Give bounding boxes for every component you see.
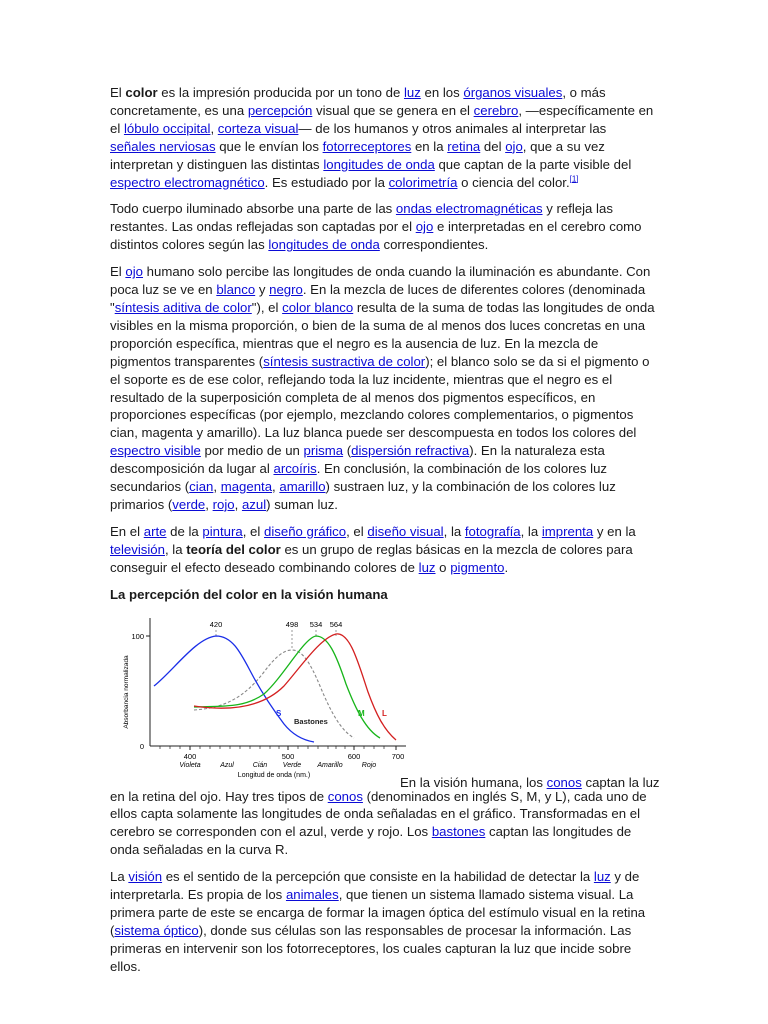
- article-body: [110, 84, 660, 985]
- link-conos[interactable]: conos: [546, 774, 582, 790]
- link-azul[interactable]: azul: [241, 496, 267, 512]
- peak-label-498: 498: [285, 619, 299, 629]
- peak-label-420: 420: [209, 619, 223, 629]
- link-imprenta[interactable]: imprenta: [541, 523, 594, 539]
- link-señales-nerviosas[interactable]: señales nerviosas: [110, 138, 216, 154]
- link-colorimetría[interactable]: colorimetría: [388, 174, 458, 190]
- peak-label-534: 534: [309, 619, 323, 629]
- link-ojo[interactable]: ojo: [505, 138, 523, 154]
- y-tick-label-0: 0: [139, 741, 144, 751]
- color-label-amarillo: Amarillo: [317, 761, 343, 769]
- link-luz[interactable]: luz: [593, 869, 611, 885]
- link-pintura[interactable]: pintura: [202, 523, 243, 539]
- paragraph-intro: El color es la impresión producida por un tono de luz en los órganos visuales, o más concretamente, es una percepción visual que se genera en el cerebro, —específicamente en el lóbulo occipital, corteza visual— de los humanos y otros animales al interpretar las señales nerviosas que le envían los fotorreceptores en la retina del ojo, que a su vez interpretan y distinguen las distintas longitudes de onda que captan de la parte visible del espectro electromagnético. Es estudiado por la colorimetría o ciencia del color.[1]: [110, 85, 654, 190]
- paragraph-color-theory: En el arte de la pintura, el diseño gráfico, el diseño visual, la fotografía, la imprenta y en la televisión, la teoría del color es un grupo de reglas básicas en la mezcla de colores para conseguir el efecto deseado combinando colores de luz o pigmento.: [110, 523, 636, 575]
- rods-label: Bastones: [294, 716, 328, 726]
- color-label-verde: Verde: [282, 761, 302, 769]
- link-fotorreceptores[interactable]: fotorreceptores: [322, 138, 412, 154]
- x-tick-label-500: 500: [281, 751, 295, 761]
- color-label-rojo: Rojo: [361, 761, 377, 769]
- x-tick-label-700: 700: [391, 751, 405, 761]
- s-curve-label: S: [276, 708, 282, 718]
- absorbance-figure: [110, 604, 660, 790]
- link-órganos-visuales[interactable]: órganos visuales: [463, 85, 563, 100]
- link-corteza-visual[interactable]: corteza visual: [217, 120, 299, 136]
- color-label-violeta: Violeta: [179, 761, 201, 769]
- link-blanco[interactable]: blanco: [216, 282, 256, 298]
- peak-label-564: 564: [329, 619, 343, 629]
- link-espectro-visible[interactable]: espectro visible: [110, 443, 201, 459]
- link-luz[interactable]: luz: [403, 85, 421, 100]
- section-heading: La percepción del color en la visión humana: [110, 586, 388, 602]
- link-retina[interactable]: retina: [447, 138, 481, 154]
- x-tick-label-600: 600: [347, 751, 361, 761]
- link-síntesis-sustractiva-de-color[interactable]: síntesis sustractiva de color: [263, 353, 426, 369]
- m-curve-label: M: [358, 708, 365, 718]
- link-ojo[interactable]: ojo: [415, 219, 434, 235]
- link-televisión[interactable]: televisión: [110, 541, 165, 557]
- absorbance-chart: [114, 614, 414, 784]
- link-magenta[interactable]: magenta: [220, 479, 273, 495]
- link-sistema-óptico[interactable]: sistema óptico: [114, 922, 199, 938]
- link-lóbulo-occipital[interactable]: lóbulo occipital: [123, 120, 211, 136]
- link-síntesis-aditiva-de-color[interactable]: síntesis aditiva de color: [114, 299, 252, 315]
- x-tick-label-400: 400: [183, 751, 197, 761]
- link-percepción[interactable]: percepción: [247, 102, 313, 118]
- link-cerebro[interactable]: cerebro: [473, 102, 519, 118]
- link-prisma[interactable]: prisma: [303, 443, 344, 459]
- link-longitudes-de-onda[interactable]: longitudes de onda: [268, 237, 380, 253]
- link-verde[interactable]: verde: [172, 496, 206, 512]
- bold-term: color: [125, 85, 158, 100]
- link-conos[interactable]: conos: [327, 788, 363, 804]
- paragraph-light-mixing: El ojo humano solo percibe las longitudes de onda cuando la iluminación es abundante. Con poca luz se ve en blanco y negro. En la mezcla de luces de diferentes colores (denominada "síntesis aditiva de color"), el color blanco resulta de la suma de todas las longitudes de onda visibles en la misma proporción, o bien de la suma de al menos dos luces concretas en una proporción específica, mientras que el negro es la ausencia de luz. En la mezcla de pigmentos transparentes (síntesis sustractiva de color); el blanco solo se da si el pigmento o el soporte es de ese color, reflejando toda la luz incidente, mientras que el negro es el resultado de la superposición completa de al menos dos pigmentos específicos, en proporciones específicas (por ejemplo, mezclando colores complementarios, o pigmentos cian, magenta y amarillo). La luz blanca puede ser descompuesta en todos los colores del espectro visible por medio de un prisma (dispersión refractiva). En la naturaleza esta descomposición da lugar al arcoíris. En conclusión, la combinación de los colores luz secundarios (cian, magenta, amarillo) sustraen luz, y la combinación de los colores luz primarios (verde, rojo, azul) suman luz.: [110, 264, 655, 512]
- link-rojo[interactable]: rojo: [212, 496, 235, 512]
- link-fotografía[interactable]: fotografía: [464, 523, 521, 539]
- link-diseño-gráfico[interactable]: diseño gráfico: [264, 523, 347, 539]
- figure-caption: En la visión humana, los conos captan la luz: [400, 774, 660, 790]
- link-dispersión-refractiva[interactable]: dispersión refractiva: [351, 443, 470, 459]
- link-ondas-electromagnéticas[interactable]: ondas electromagnéticas: [395, 201, 543, 217]
- color-label-azul: Azul: [220, 761, 234, 769]
- link-ojo[interactable]: ojo: [125, 264, 143, 280]
- link-cian[interactable]: cian: [189, 479, 214, 495]
- x-axis-label: Longitud de onda (nm.): [237, 771, 311, 779]
- x-ticks: [184, 746, 405, 761]
- paragraph-absorption: Todo cuerpo iluminado absorbe una parte de las ondas electromagnéticas y refleja las restantes. Las ondas reflejadas son captadas por el ojo e interpretadas en el cerebro como distintos colores según las longitudes de onda correspondientes.: [110, 201, 642, 253]
- bold-term: teoría del color: [186, 541, 281, 557]
- link-visión[interactable]: visión: [128, 869, 163, 885]
- link-luz[interactable]: luz: [418, 559, 436, 575]
- paragraph-cones: en la retina del ojo. Hay tres tipos de conos (denominados en inglés S, M, y L), cada uno de ellos capta solamente las longitudes de onda señaladas en el gráfico. Transformadas en el cerebro se corresponden con el azul, verde y rojo. Los bastones captan las longitudes de onda señaladas en la curva R.: [110, 788, 647, 858]
- l-curve-label: L: [382, 708, 387, 718]
- y-tick-label-100: 100: [131, 631, 144, 641]
- link-negro[interactable]: negro: [269, 282, 303, 298]
- m-cone-curve: [194, 636, 380, 738]
- link-longitudes-de-onda[interactable]: longitudes de onda: [323, 156, 435, 172]
- link-animales[interactable]: animales: [285, 887, 339, 903]
- link-pigmento[interactable]: pigmento: [450, 559, 505, 575]
- y-axis-label: Absorbancia normalizada: [123, 654, 130, 729]
- link-espectro-electromagnético[interactable]: espectro electromagnético: [110, 174, 265, 190]
- link-arcoíris[interactable]: arcoíris: [273, 461, 317, 477]
- link-diseño-visual[interactable]: diseño visual: [367, 523, 444, 539]
- link-color-blanco[interactable]: color blanco: [282, 299, 354, 315]
- link-1[interactable]: [1]: [569, 174, 579, 184]
- color-label-cian: Cián: [252, 761, 268, 769]
- link-amarillo[interactable]: amarillo: [279, 479, 326, 495]
- color-name-labels: [179, 762, 376, 769]
- peak-labels: [210, 620, 343, 629]
- paragraph-vision: La visión es el sentido de la percepción que consiste en la habilidad de detectar la luz y de interpretarla. Es propia de los animales, que tienen un sistema llamado sistema visual. La primera parte de este se encarga de formar la imagen óptica del estímulo visual en la retina (sistema óptico), donde sus células son las responsables de procesar la información. Las primeras en intervenir son los fotorreceptores, los cuales capturan la luz que incide sobre ellos.: [110, 869, 646, 974]
- s-cone-curve: [154, 636, 314, 742]
- link-bastones[interactable]: bastones: [431, 824, 486, 840]
- link-arte[interactable]: arte: [143, 523, 167, 539]
